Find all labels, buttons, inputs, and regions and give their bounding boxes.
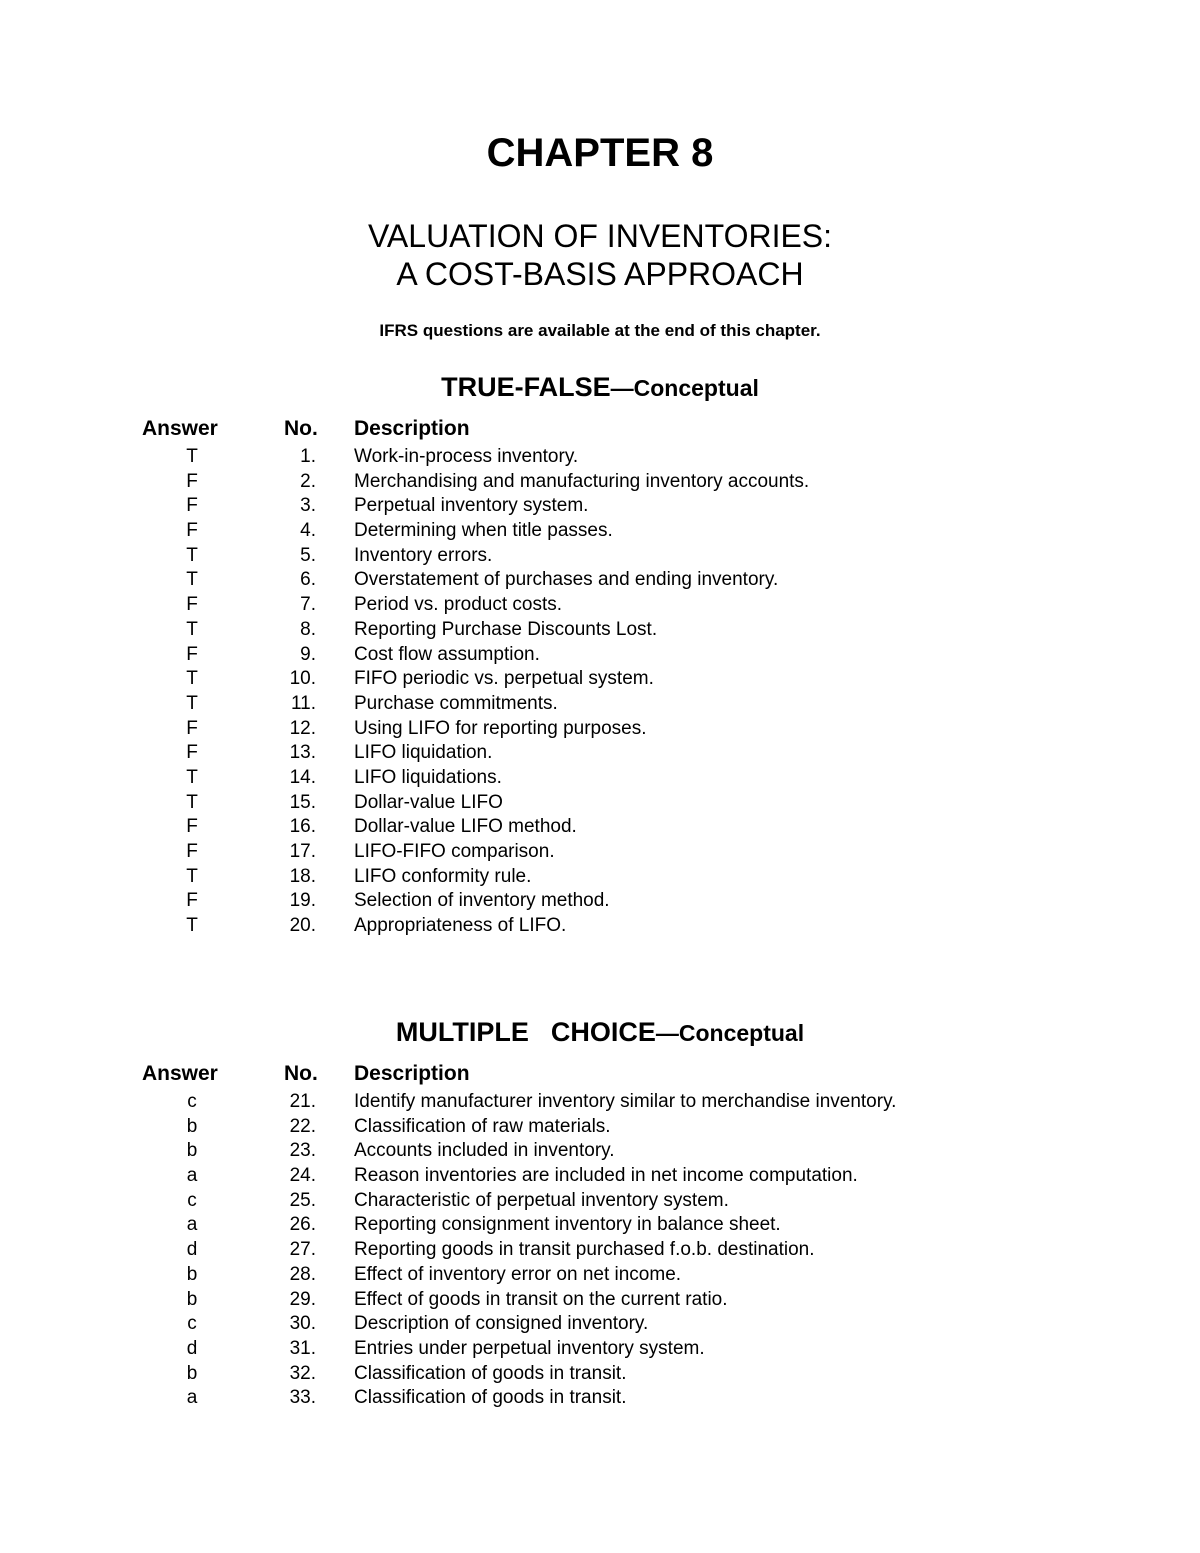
description-cell: Using LIFO for reporting purposes.	[354, 717, 647, 739]
table-row	[0, 691, 1200, 716]
description-cell: Reporting goods in transit purchased f.o.b. destination.	[354, 1239, 815, 1261]
table-row	[0, 814, 1200, 839]
description-cell: LIFO-FIFO comparison.	[354, 841, 555, 862]
description-cell: Reason inventories are included in net income computation.	[354, 1165, 858, 1187]
description-cell: Reporting consignment inventory in balance sheet.	[354, 1214, 781, 1236]
table-row	[0, 518, 1200, 543]
table-row	[0, 666, 1200, 691]
answer-cell: F	[186, 841, 198, 862]
number-cell: 5.	[300, 544, 316, 566]
table-row	[0, 1138, 1200, 1163]
number-cell: 32.	[289, 1362, 316, 1384]
number-cell: 17.	[289, 841, 316, 862]
multiple-choice-rows	[0, 1089, 1200, 1410]
description-cell: Classification of goods in transit.	[354, 1362, 627, 1384]
table-row	[0, 1311, 1200, 1336]
answer-cell: c	[187, 1313, 197, 1335]
description-cell: Merchandising and manufacturing inventory accounts.	[354, 470, 810, 492]
answer-cell: d	[186, 1337, 198, 1359]
answer-cell: T	[186, 791, 198, 813]
table-row	[0, 1336, 1200, 1361]
multiple-choice-title-sub: —Conceptual	[655, 1020, 805, 1046]
number-column-header: No.	[284, 1062, 318, 1085]
table-row	[0, 1237, 1200, 1262]
table-row	[0, 1385, 1200, 1410]
number-cell: 10.	[289, 668, 316, 690]
table-row	[0, 1212, 1200, 1237]
number-cell: 9.	[300, 643, 316, 665]
answer-cell: F	[186, 643, 198, 665]
table-row	[0, 839, 1200, 864]
true-false-section-title	[0, 369, 1200, 410]
table-row	[0, 1361, 1200, 1386]
number-cell: 20.	[289, 915, 316, 937]
answer-cell: F	[186, 742, 198, 764]
true-false-rows	[0, 444, 1200, 938]
number-cell: 30.	[289, 1313, 316, 1335]
ifrs-note: IFRS questions are available at the end of this chapter.	[379, 321, 821, 340]
table-row	[0, 1114, 1200, 1139]
answer-cell: T	[186, 446, 198, 467]
answer-cell: a	[186, 1387, 198, 1409]
table-row	[0, 716, 1200, 741]
number-cell: 26.	[289, 1214, 316, 1236]
answer-column-header: Answer	[142, 417, 218, 440]
table-row	[0, 567, 1200, 592]
table-row	[0, 617, 1200, 642]
answer-cell: a	[186, 1214, 198, 1236]
description-cell: Effect of goods in transit on the current ratio.	[354, 1288, 728, 1310]
description-cell: LIFO liquidations.	[354, 766, 502, 788]
number-cell: 31.	[289, 1337, 316, 1359]
description-cell: Characteristic of perpetual inventory system.	[354, 1189, 729, 1211]
answer-cell: c	[187, 1189, 197, 1211]
table-row	[0, 1262, 1200, 1287]
description-cell: FIFO periodic vs. perpetual system.	[354, 668, 654, 690]
description-cell: Selection of inventory method.	[354, 890, 610, 912]
number-cell: 25.	[289, 1189, 316, 1211]
answer-cell: T	[186, 692, 198, 714]
description-cell: Work-in-process inventory.	[354, 446, 579, 467]
description-cell: Dollar-value LIFO	[354, 791, 503, 813]
description-cell: Reporting Purchase Discounts Lost.	[354, 618, 658, 640]
table-row	[0, 1089, 1200, 1114]
table-row	[0, 1287, 1200, 1312]
answer-cell: b	[186, 1263, 198, 1285]
answer-cell: b	[186, 1115, 198, 1137]
answer-cell: F	[186, 470, 198, 492]
chapter-title-line-2: A COST-BASIS APPROACH	[396, 256, 804, 292]
table-header	[0, 414, 1200, 444]
table-row	[0, 864, 1200, 889]
answer-cell: b	[186, 1288, 198, 1310]
chapter-title-line-1: VALUATION OF INVENTORIES:	[367, 218, 833, 254]
multiple-choice-section-title	[0, 1014, 1200, 1055]
description-cell: Perpetual inventory system.	[354, 495, 589, 517]
table-row	[0, 543, 1200, 568]
true-false-title-sub: —Conceptual	[610, 375, 759, 401]
chapter-heading: CHAPTER 8	[486, 131, 714, 175]
answer-cell: d	[186, 1239, 198, 1261]
number-column-header: No.	[284, 417, 318, 440]
number-cell: 16.	[289, 816, 316, 838]
number-cell: 24.	[289, 1165, 316, 1187]
table-row	[0, 913, 1200, 938]
number-cell: 6.	[300, 569, 316, 591]
answer-cell: T	[186, 668, 198, 690]
number-cell: 29.	[289, 1288, 316, 1310]
description-cell: Classification of raw materials.	[354, 1115, 611, 1137]
number-cell: 21.	[289, 1091, 316, 1112]
table-row	[0, 740, 1200, 765]
description-cell: Appropriateness of LIFO.	[354, 915, 567, 937]
answer-cell: F	[186, 594, 198, 616]
table-header	[0, 1059, 1200, 1089]
number-cell: 15.	[289, 791, 316, 813]
description-cell: Description of consigned inventory.	[354, 1313, 649, 1335]
number-cell: 1.	[300, 446, 316, 467]
table-row	[0, 444, 1200, 469]
description-cell: Cost flow assumption.	[354, 643, 540, 665]
answer-cell: F	[186, 717, 198, 739]
number-cell: 12.	[289, 717, 316, 739]
description-cell: Effect of inventory error on net income.	[354, 1263, 682, 1285]
description-cell: Purchase commitments.	[354, 692, 558, 714]
answer-cell: b	[186, 1362, 198, 1384]
answer-cell: T	[186, 618, 198, 640]
answer-cell: T	[186, 915, 198, 937]
table-row	[0, 592, 1200, 617]
true-false-table	[0, 414, 1200, 938]
answer-cell: T	[186, 865, 198, 887]
multiple-choice-table	[0, 1059, 1200, 1410]
number-cell: 8.	[300, 618, 316, 640]
answer-cell: F	[186, 816, 198, 838]
answer-cell: a	[186, 1165, 198, 1187]
answer-cell: F	[186, 495, 198, 517]
description-cell: Overstatement of purchases and ending inventory.	[354, 569, 779, 591]
number-cell: 23.	[289, 1140, 316, 1162]
description-cell: Entries under perpetual inventory system.	[354, 1337, 705, 1359]
answer-cell: c	[187, 1091, 197, 1112]
number-cell: 13.	[289, 742, 316, 764]
description-cell: Dollar-value LIFO method.	[354, 816, 577, 838]
answer-cell: T	[186, 544, 198, 566]
description-column-header: Description	[354, 417, 470, 440]
number-cell: 14.	[289, 766, 316, 788]
description-cell: Determining when title passes.	[354, 520, 613, 542]
answer-cell: F	[186, 890, 198, 912]
number-cell: 3.	[300, 495, 316, 517]
number-cell: 33.	[289, 1387, 316, 1409]
answer-column-header: Answer	[142, 1062, 218, 1085]
number-cell: 7.	[300, 594, 316, 616]
description-cell: Identify manufacturer inventory similar to merchandise inventory.	[354, 1091, 897, 1112]
answer-cell: T	[186, 569, 198, 591]
table-row	[0, 469, 1200, 494]
table-row	[0, 493, 1200, 518]
answer-cell: F	[186, 520, 198, 542]
table-row	[0, 888, 1200, 913]
number-cell: 22.	[289, 1115, 316, 1137]
number-cell: 11.	[290, 692, 316, 714]
description-cell: Period vs. product costs.	[354, 594, 563, 616]
answer-cell: T	[186, 766, 198, 788]
description-cell: Classification of goods in transit.	[354, 1387, 627, 1409]
description-cell: Accounts included in inventory.	[354, 1140, 615, 1162]
number-cell: 2.	[300, 470, 316, 492]
true-false-title-main: TRUE-FALSE	[441, 372, 611, 402]
description-column-header: Description	[354, 1062, 470, 1085]
description-cell: Inventory errors.	[354, 544, 493, 566]
number-cell: 18.	[289, 865, 316, 887]
description-cell: LIFO liquidation.	[354, 742, 493, 764]
multiple-choice-title-word-1: MULTIPLE	[395, 1017, 529, 1047]
table-row	[0, 765, 1200, 790]
multiple-choice-title-word-2: CHOICE	[550, 1017, 656, 1047]
answer-cell: b	[186, 1140, 198, 1162]
number-cell: 4.	[300, 520, 316, 542]
table-row	[0, 790, 1200, 815]
number-cell: 19.	[289, 890, 316, 912]
description-cell: LIFO conformity rule.	[354, 865, 532, 887]
number-cell: 27.	[289, 1239, 316, 1261]
table-row	[0, 1188, 1200, 1213]
table-row	[0, 1163, 1200, 1188]
number-cell: 28.	[289, 1263, 316, 1285]
table-row	[0, 642, 1200, 667]
